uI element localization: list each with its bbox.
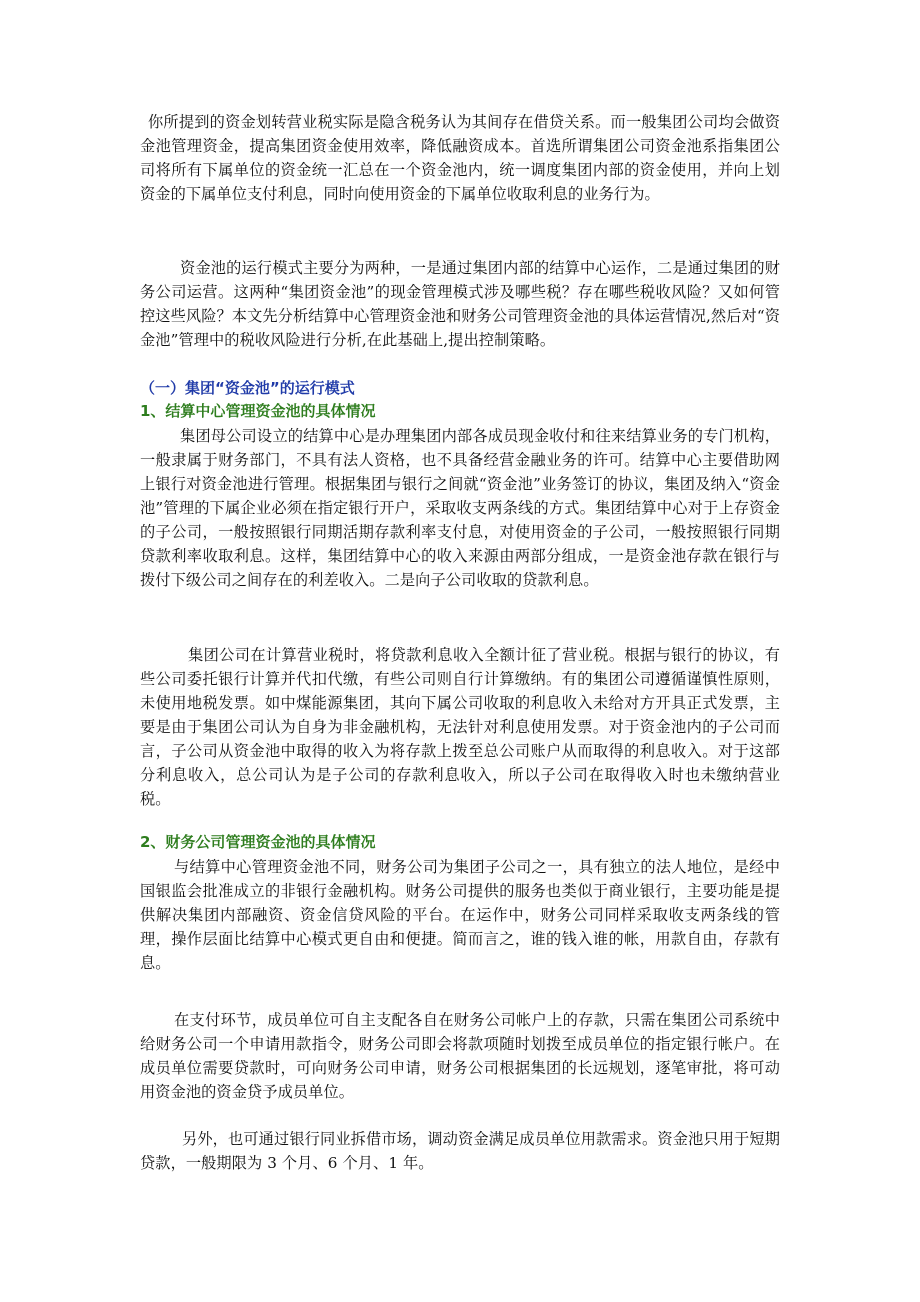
subheading-finance-company: 2、财务公司管理资金池的具体情况 xyxy=(140,833,376,851)
paragraph-intro: 你所提到的资金划转营业税实际是隐含税务认为其间存在借贷关系。而一般集团公司均会做资金池管理资金，提高集团资金使用效率，降低融资成本。首选所谓集团公司资金池系指集团公司将所有下属单位的资金统一汇总在一个资金池内，统一调度集团内部的资金使用，并向上划资金的下属单位支付利息，同时向使用资金的下属单位收取利息的业务行为。 xyxy=(140,113,780,203)
subheading-settlement-center: 1、结算中心管理资金池的具体情况 xyxy=(140,402,376,420)
section-heading: （一）集团“资金池”的运行模式 xyxy=(140,379,355,397)
paragraph-operating-modes: 资金池的运行模式主要分为两种，一是通过集团内部的结算中心运作，二是通过集团的财务公司运营。这两种“集团资金池”的现金管理模式涉及哪些税？存在哪些税收风险？又如何管控这些风险？本文先分析结算中心管理资金池和财务公司管理资金池的具体运营情况,然后对“资金池”管理中的税收风险进行分析,在此基础上,提出控制策略。 xyxy=(140,259,780,349)
paragraph-finance-company: 与结算中心管理资金池不同，财务公司为集团子公司之一，具有独立的法人地位，是经中国银监会批准成立的非银行金融机构。财务公司提供的服务也类似于商业银行，主要功能是提供解决集团内部融资、资金信贷风险的平台。在运作中，财务公司同样采取收支两条线的管理，操作层面比结算中心模式更自由和便捷。简而言之，谁的钱入谁的帐，用款自由，存款有息。 xyxy=(140,858,780,972)
paragraph-interbank-market: 另外，也可通过银行同业拆借市场，调动资金满足成员单位用款需求。资金池只用于短期贷款，一般期限为 3 个月、6 个月、1 年。 xyxy=(140,1130,780,1172)
paragraph-settlement-center: 集团母公司设立的结算中心是办理集团内部各成员现金收付和往来结算业务的专门机构，一般隶属于财务部门，不具有法人资格，也不具备经营金融业务的许可。结算中心主要借助网上银行对资金池进行管理。根据集团与银行之间就“资金池”业务签订的协议，集团及纳入“资金池”管理的下属企业必须在指定银行开户，采取收支两条线的方式。集团结算中心对于上存资金的子公司，一般按照银行同期活期存款利率支付息，对使用资金的子公司，一般按照银行同期贷款利率收取利息。这样，集团结算中心的收入来源由两部分组成，一是资金池存款在银行与拨付下级公司之间存在的利差收入。二是向子公司收取的贷款利息。 xyxy=(140,427,780,589)
paragraph-payment-process: 在支付环节，成员单位可自主支配各自在财务公司帐户上的存款，只需在集团公司系统中给财务公司一个申请用款指令，财务公司即会将款项随时划拨至成员单位的指定银行帐户。在成员单位需要贷款时，可向财务公司申请，财务公司根据集团的长远规划，逐笔审批，将可动用资金池的资金贷予成员单位。 xyxy=(140,1011,780,1101)
paragraph-business-tax: 集团公司在计算营业税时，将贷款利息收入全额计征了营业税。根据与银行的协议，有些公司委托银行计算并代扣代缴，有些公司则自行计算缴纳。有的集团公司遵循谨慎性原则，未使用地税发票。如中煤能源集团，其向下属公司收取的利息收入未给对方开具正式发票，主要是由于集团公司认为自身为非金融机构，无法针对利息使用发票。对于资金池内的子公司而言，子公司从资金池中取得的收入为将存款上拨至总公司账户从而取得的利息收入。对于这部分利息收入，总公司认为是子公司的存款利息收入，所以子公司在取得收入时也未缴纳营业税。 xyxy=(140,646,780,808)
